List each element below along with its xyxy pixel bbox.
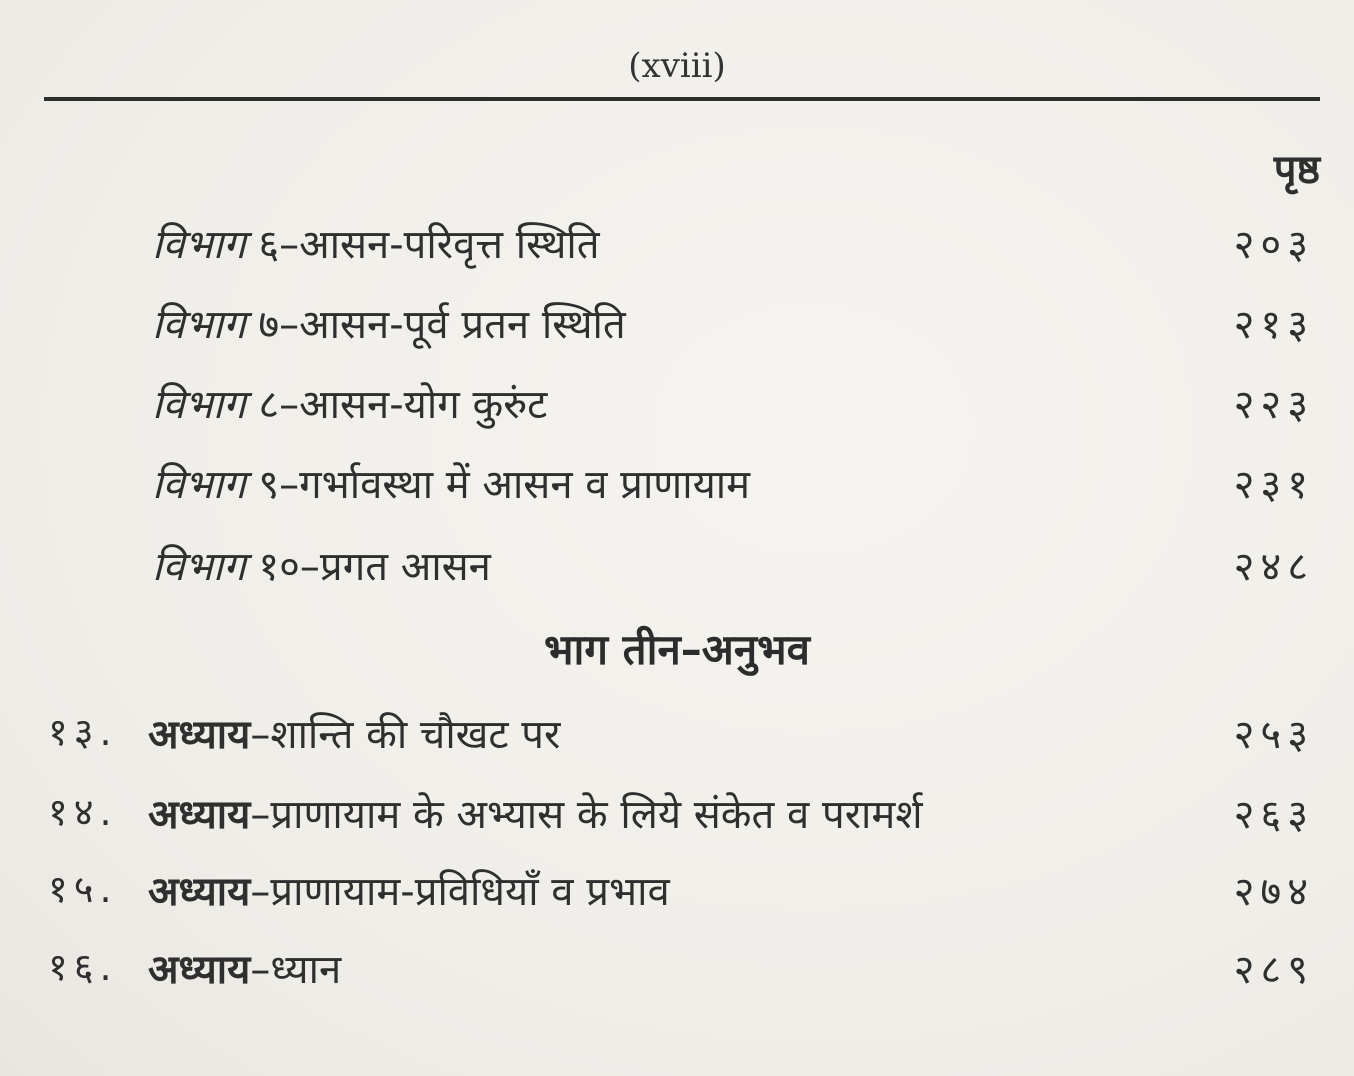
chapter-label: अध्याय: [148, 792, 251, 838]
toc-entry-text: १०–प्रगत आसन: [258, 544, 491, 590]
page-column-heading: पृष्ठ: [1273, 147, 1320, 193]
chapter-title: [148, 785, 923, 840]
chapter-number: १४.: [48, 790, 118, 834]
part-heading: भाग तीन–अनुभव: [543, 625, 811, 674]
chapter-title: [148, 940, 341, 995]
chapter-page: २५३: [1233, 712, 1314, 758]
toc-entry-label: विभाग: [152, 544, 246, 590]
chapter-number: १६.: [48, 945, 118, 989]
chapter-page: २८९: [1233, 947, 1314, 993]
chapter-label: अध्याय: [148, 712, 251, 758]
toc-entry-text: ८–आसन-योग कुरुंट: [258, 382, 548, 428]
chapter-text: –शान्ति की चौखट पर: [250, 712, 561, 758]
chapter-text: –प्राणायाम के अभ्यास के लिये संकेत व परामर्श: [250, 792, 923, 838]
toc-entry: [0, 375, 1354, 431]
toc-entry-label: विभाग: [152, 382, 246, 428]
toc-entry-title: [152, 455, 750, 510]
toc-entry-title: [152, 215, 600, 270]
toc-entry-title: [152, 295, 626, 350]
toc-entry-page: २२३: [1233, 382, 1314, 428]
toc-entry: [0, 295, 1354, 351]
chapter-entry: [0, 862, 1354, 918]
toc-entry-page: २४८: [1233, 544, 1314, 590]
toc-entry-title: [152, 537, 491, 592]
chapter-text: –ध्यान: [250, 947, 342, 993]
chapter-page: २६३: [1233, 792, 1314, 838]
page-number: (xviii): [628, 46, 726, 86]
toc-entry-page: २०३: [1233, 222, 1314, 268]
toc-entry-title: [152, 375, 547, 430]
toc-entry: [0, 455, 1354, 511]
chapter-title: [148, 862, 670, 917]
chapter-text: –प्राणायाम-प्रविधियाँ व प्रभाव: [250, 869, 670, 915]
chapter-label: अध्याय: [148, 869, 251, 915]
chapter-entry: [0, 705, 1354, 761]
toc-entry-text: ९–गर्भावस्था में आसन व प्राणायाम: [258, 462, 751, 508]
toc-entry-text: ६–आसन-परिवृत्त स्थिति: [258, 222, 600, 268]
toc-entry-label: विभाग: [152, 462, 246, 508]
toc-entry-page: २३१: [1233, 462, 1314, 508]
chapter-entry: [0, 785, 1354, 841]
chapter-page: २७४: [1233, 869, 1314, 915]
header-rule: [44, 97, 1320, 101]
toc-entry-label: विभाग: [152, 222, 246, 268]
toc-entry: [0, 537, 1354, 593]
chapter-title: [148, 705, 560, 760]
chapter-entry: [0, 940, 1354, 996]
chapter-number: १५.: [48, 867, 118, 911]
chapter-label: अध्याय: [148, 947, 251, 993]
toc-entry: [0, 215, 1354, 271]
toc-entry-page: २१३: [1233, 302, 1314, 348]
chapter-number: १३.: [48, 710, 118, 754]
toc-entry-text: ७–आसन-पूर्व प्रतन स्थिति: [258, 302, 626, 348]
toc-entry-label: विभाग: [152, 302, 246, 348]
